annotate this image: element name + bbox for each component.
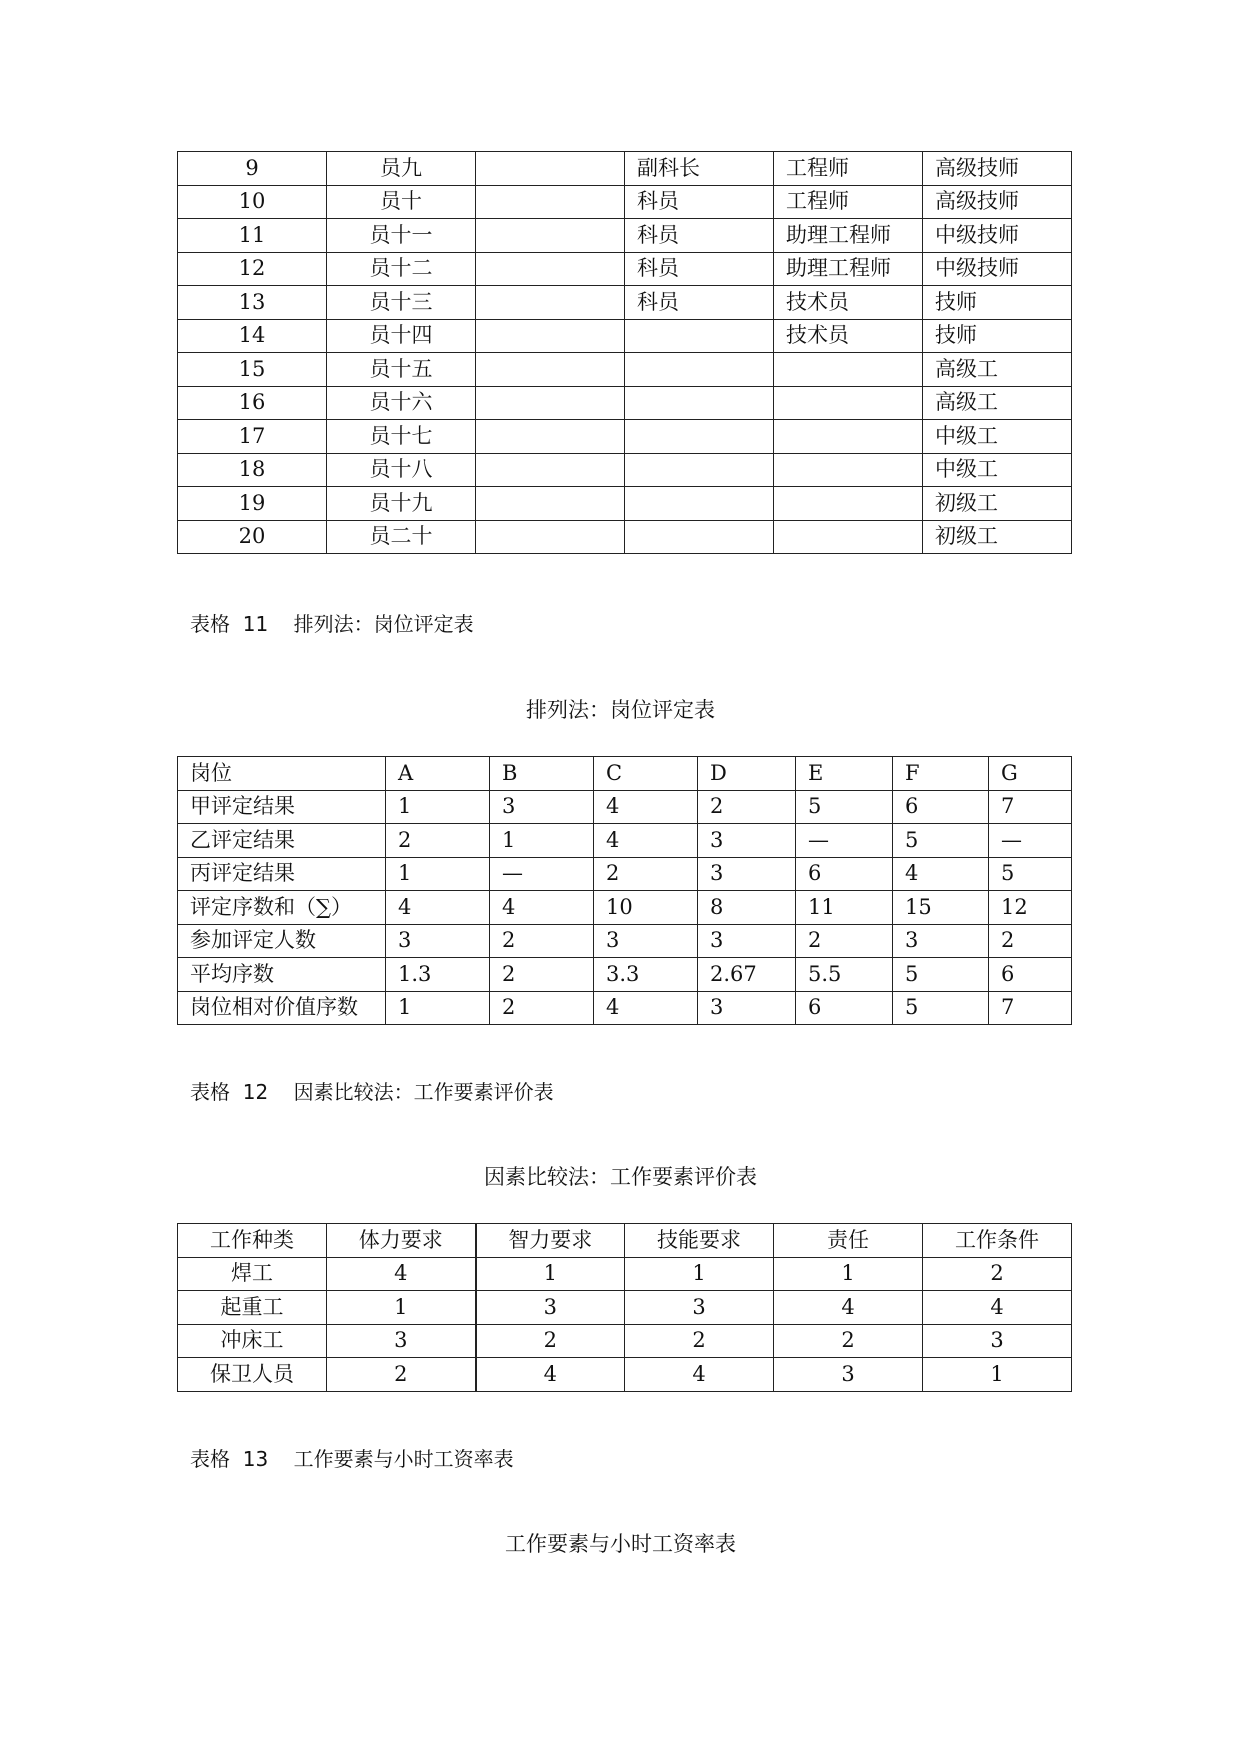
- table-row: [178, 252, 1072, 286]
- table-cell: 中级技师: [923, 252, 1072, 286]
- table-row: [178, 219, 1072, 253]
- table-cell: [774, 386, 923, 420]
- table-cell: 4: [476, 1358, 625, 1392]
- table-title-wage-rate: 工作要素与小时工资率表: [505, 1532, 736, 1556]
- table-row: [178, 286, 1072, 320]
- table-cell: 员二十: [327, 520, 476, 554]
- table-row: [178, 185, 1072, 219]
- table-cell: 2: [774, 1324, 923, 1358]
- table-cell: 乙评定结果: [178, 824, 386, 858]
- table-cell: [625, 319, 774, 353]
- table-cell: [476, 219, 625, 253]
- table-cell: 8: [698, 891, 796, 925]
- table-cell: [476, 286, 625, 320]
- table-row: [178, 420, 1072, 454]
- table-cell: 中级技师: [923, 219, 1072, 253]
- table-cell: G: [989, 757, 1072, 791]
- table-cell: 18: [178, 453, 327, 487]
- table-caption-13: 表格 13 工作要素与小时工资率表: [190, 1447, 514, 1471]
- table-cell: 4: [386, 891, 490, 925]
- table-row: [178, 1358, 1072, 1392]
- table-cell: 3: [698, 824, 796, 858]
- table-cell: D: [698, 757, 796, 791]
- table-cell: 4: [625, 1358, 774, 1392]
- table-row: [178, 487, 1072, 521]
- table-row: [178, 353, 1072, 387]
- table-cell: 4: [774, 1291, 923, 1325]
- table-cell: 体力要求: [327, 1224, 476, 1258]
- table-row: [178, 991, 1072, 1025]
- table-row: [178, 1224, 1072, 1258]
- table-cell: 科员: [625, 219, 774, 253]
- table-cell: 2: [796, 924, 893, 958]
- table-cell: 3: [774, 1358, 923, 1392]
- table-cell: 7: [989, 991, 1072, 1025]
- table-cell: [476, 152, 625, 186]
- table-caption-11: 表格 11 排列法：岗位评定表: [190, 612, 474, 636]
- table-cell: —: [989, 824, 1072, 858]
- ranking-method-table: [177, 756, 1072, 1025]
- table-cell: [774, 453, 923, 487]
- table-cell: 3: [698, 857, 796, 891]
- table-cell: 员十九: [327, 487, 476, 521]
- table-cell: 3.3: [594, 958, 698, 992]
- table-cell: 岗位: [178, 757, 386, 791]
- table-cell: [476, 520, 625, 554]
- table-cell: 1: [386, 790, 490, 824]
- table-cell: 初级工: [923, 487, 1072, 521]
- table-cell: 5.5: [796, 958, 893, 992]
- table-cell: 5: [893, 958, 989, 992]
- table-cell: 5: [796, 790, 893, 824]
- table-cell: 初级工: [923, 520, 1072, 554]
- table-cell: 3: [594, 924, 698, 958]
- table-cell: 16: [178, 386, 327, 420]
- table-cell: 高级工: [923, 353, 1072, 387]
- table-cell: 技能要求: [625, 1224, 774, 1258]
- staff-title-table: [177, 151, 1072, 554]
- table-cell: 2: [625, 1324, 774, 1358]
- table-cell: 2: [490, 924, 594, 958]
- table-row: [178, 891, 1072, 925]
- table-cell: 员十四: [327, 319, 476, 353]
- table-cell: 高级技师: [923, 185, 1072, 219]
- table-cell: 工作条件: [923, 1224, 1072, 1258]
- table-cell: E: [796, 757, 893, 791]
- table-cell: 11: [178, 219, 327, 253]
- table-cell: 3: [476, 1291, 625, 1325]
- table-cell: 4: [893, 857, 989, 891]
- table-cell: 4: [594, 824, 698, 858]
- table-cell: 1: [476, 1257, 625, 1291]
- table-cell: 4: [594, 790, 698, 824]
- table-cell: 2: [386, 824, 490, 858]
- table-cell: 6: [796, 857, 893, 891]
- table-cell: 15: [893, 891, 989, 925]
- table-cell: 1.3: [386, 958, 490, 992]
- table-cell: 2: [594, 857, 698, 891]
- table-cell: 12: [989, 891, 1072, 925]
- table-cell: 员十: [327, 185, 476, 219]
- table-cell: [774, 353, 923, 387]
- table-cell: [476, 487, 625, 521]
- table-cell: 3: [386, 924, 490, 958]
- table-cell: 3: [490, 790, 594, 824]
- table-row: [178, 857, 1072, 891]
- table-cell: 助理工程师: [774, 252, 923, 286]
- table-cell: [774, 520, 923, 554]
- table-cell: [625, 353, 774, 387]
- table-cell: 2.67: [698, 958, 796, 992]
- factor-comparison-table: [177, 1223, 1072, 1392]
- table-cell: 9: [178, 152, 327, 186]
- table-cell: 员十一: [327, 219, 476, 253]
- table-cell: 10: [178, 185, 327, 219]
- table-cell: 工作种类: [178, 1224, 327, 1258]
- table-cell: 1: [923, 1358, 1072, 1392]
- table-cell: B: [490, 757, 594, 791]
- table-cell: 岗位相对价值序数: [178, 991, 386, 1025]
- table-cell: 员十三: [327, 286, 476, 320]
- table-cell: [476, 353, 625, 387]
- table-cell: 6: [989, 958, 1072, 992]
- table-cell: —: [490, 857, 594, 891]
- table-cell: 20: [178, 520, 327, 554]
- table-cell: 12: [178, 252, 327, 286]
- table-cell: 19: [178, 487, 327, 521]
- table-cell: [625, 520, 774, 554]
- table-cell: 高级工: [923, 386, 1072, 420]
- table-cell: 科员: [625, 252, 774, 286]
- table-cell: [476, 319, 625, 353]
- table-cell: 2: [989, 924, 1072, 958]
- table-cell: 助理工程师: [774, 219, 923, 253]
- table-cell: 4: [594, 991, 698, 1025]
- table-cell: 冲床工: [178, 1324, 327, 1358]
- table-row: [178, 824, 1072, 858]
- table-cell: 员十八: [327, 453, 476, 487]
- table-row: [178, 1291, 1072, 1325]
- table-cell: 技术员: [774, 319, 923, 353]
- table-cell: 14: [178, 319, 327, 353]
- table-cell: 保卫人员: [178, 1358, 327, 1392]
- table-cell: 员十七: [327, 420, 476, 454]
- table-cell: [476, 420, 625, 454]
- table-cell: 焊工: [178, 1257, 327, 1291]
- table-cell: A: [386, 757, 490, 791]
- table-cell: [625, 453, 774, 487]
- table-cell: [625, 386, 774, 420]
- table-cell: 中级工: [923, 453, 1072, 487]
- table-cell: 中级工: [923, 420, 1072, 454]
- table-cell: 责任: [774, 1224, 923, 1258]
- table-cell: 1: [386, 991, 490, 1025]
- table-cell: 技师: [923, 286, 1072, 320]
- table-cell: 3: [625, 1291, 774, 1325]
- table-cell: 2: [698, 790, 796, 824]
- table-cell: 1: [774, 1257, 923, 1291]
- table-row: [178, 386, 1072, 420]
- table-cell: 评定序数和（∑）: [178, 891, 386, 925]
- table-cell: 4: [490, 891, 594, 925]
- table-cell: 科员: [625, 185, 774, 219]
- table-cell: [476, 185, 625, 219]
- table-cell: 1: [625, 1257, 774, 1291]
- table-cell: 技术员: [774, 286, 923, 320]
- table-cell: 工程师: [774, 185, 923, 219]
- table-cell: 3: [327, 1324, 476, 1358]
- table-cell: [625, 420, 774, 454]
- table-cell: 平均序数: [178, 958, 386, 992]
- table-cell: [774, 487, 923, 521]
- table-cell: F: [893, 757, 989, 791]
- table-cell: 2: [327, 1358, 476, 1392]
- table-title-ranking: 排列法：岗位评定表: [526, 698, 715, 722]
- table-cell: 起重工: [178, 1291, 327, 1325]
- table-row: [178, 958, 1072, 992]
- table-row: [178, 924, 1072, 958]
- table-cell: 5: [989, 857, 1072, 891]
- table-row: [178, 1324, 1072, 1358]
- table-cell: 3: [893, 924, 989, 958]
- table-row: [178, 453, 1072, 487]
- table-cell: —: [796, 824, 893, 858]
- table-cell: [625, 487, 774, 521]
- table-cell: [774, 420, 923, 454]
- table-cell: 员十二: [327, 252, 476, 286]
- table-cell: 13: [178, 286, 327, 320]
- table-cell: 10: [594, 891, 698, 925]
- table-cell: 技师: [923, 319, 1072, 353]
- table-cell: 4: [327, 1257, 476, 1291]
- table-row: [178, 520, 1072, 554]
- table-row: [178, 319, 1072, 353]
- table-cell: 4: [923, 1291, 1072, 1325]
- table-cell: 5: [893, 991, 989, 1025]
- table-cell: 丙评定结果: [178, 857, 386, 891]
- table-cell: 2: [490, 991, 594, 1025]
- table-cell: 3: [698, 991, 796, 1025]
- table-cell: 6: [893, 790, 989, 824]
- table-cell: 7: [989, 790, 1072, 824]
- table-cell: 1: [386, 857, 490, 891]
- table-cell: 17: [178, 420, 327, 454]
- table-cell: 员十五: [327, 353, 476, 387]
- table-cell: 2: [476, 1324, 625, 1358]
- table-cell: [476, 252, 625, 286]
- table-cell: 员九: [327, 152, 476, 186]
- table-cell: C: [594, 757, 698, 791]
- table-cell: 2: [490, 958, 594, 992]
- table-cell: 科员: [625, 286, 774, 320]
- table-cell: 智力要求: [476, 1224, 625, 1258]
- table-row: [178, 757, 1072, 791]
- table-cell: 3: [698, 924, 796, 958]
- table-cell: 员十六: [327, 386, 476, 420]
- table-row: [178, 790, 1072, 824]
- table-cell: 15: [178, 353, 327, 387]
- table-cell: 6: [796, 991, 893, 1025]
- table-cell: 5: [893, 824, 989, 858]
- table-row: [178, 152, 1072, 186]
- table-cell: [476, 453, 625, 487]
- table-cell: 2: [923, 1257, 1072, 1291]
- table-cell: 11: [796, 891, 893, 925]
- table-cell: 1: [327, 1291, 476, 1325]
- table-cell: 高级技师: [923, 152, 1072, 186]
- table-caption-12: 表格 12 因素比较法：工作要素评价表: [190, 1080, 554, 1104]
- table-title-factor: 因素比较法：工作要素评价表: [484, 1165, 757, 1189]
- table-cell: 3: [923, 1324, 1072, 1358]
- table-cell: 参加评定人数: [178, 924, 386, 958]
- table-cell: 工程师: [774, 152, 923, 186]
- table-cell: 1: [490, 824, 594, 858]
- table-cell: [476, 386, 625, 420]
- table-row: [178, 1257, 1072, 1291]
- table-cell: 甲评定结果: [178, 790, 386, 824]
- table-cell: 副科长: [625, 152, 774, 186]
